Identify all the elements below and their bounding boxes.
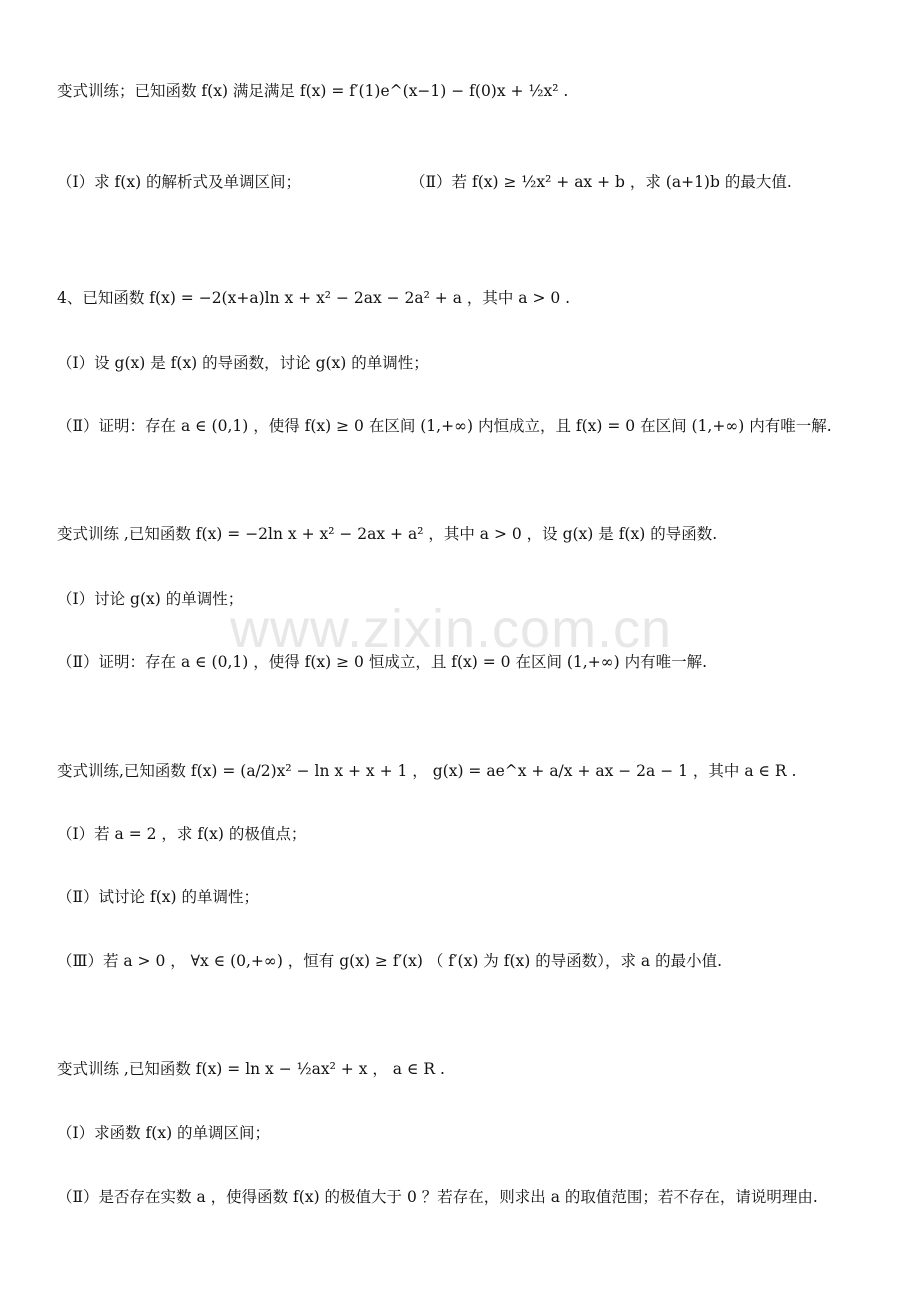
exercise-variant-1-stem: 变式训练；已知函数 f(x) 满足满足 f(x) = f′(1)e^(x−1) − f(0)x + ½x² . xyxy=(57,82,569,100)
exercise-variant-3-stem: 变式训练,已知函数 f(x) = (a/2)x² − ln x + x + 1 ， g(x) = ae^x + a/x + ax − 2a − 1 ，其中 a ∈ R . xyxy=(57,762,797,780)
exercise-variant-4-stem: 变式训练 ,已知函数 f(x) = ln x − ½ax² + x ， a ∈ R . xyxy=(57,1060,445,1078)
exercise-variant-3-part-3: （Ⅲ）若 a > 0 ， ∀x ∈ (0,+∞) ，恒有 g(x) ≥ f′(x) （ f′(x) 为 f(x) 的导函数），求 a 的最小值. xyxy=(57,952,722,970)
exercise-variant-4-part-1: （Ⅰ）求函数 f(x) 的单调区间； xyxy=(57,1124,271,1142)
exercise-variant-3-part-1: （Ⅰ）若 a = 2 ，求 f(x) 的极值点； xyxy=(57,825,307,843)
watermark: www.zixin.com.cn xyxy=(230,599,673,659)
problem-4-part-1: （Ⅰ）设 g(x) 是 f(x) 的导函数，讨论 g(x) 的单调性； xyxy=(57,354,429,372)
exercise-variant-2-part-1: （Ⅰ）讨论 g(x) 的单调性； xyxy=(57,590,244,608)
exercise-variant-4-part-2: （Ⅱ）是否存在实数 a ，使得函数 f(x) 的极值大于 0 ？若存在，则求出 a 的取值范围；若不存在，请说明理由. xyxy=(57,1188,818,1206)
exercise-variant-2-stem: 变式训练 ,已知函数 f(x) = −2ln x + x² − 2ax + a² ，其中 a > 0 ，设 g(x) 是 f(x) 的导函数. xyxy=(57,525,718,543)
exercise-variant-1-part-1: （Ⅰ）求 f(x) 的解析式及单调区间； xyxy=(57,173,302,191)
problem-4-part-2: （Ⅱ）证明：存在 a ∈ (0,1) ，使得 f(x) ≥ 0 在区间 (1,+∞) 内恒成立，且 f(x) = 0 在区间 (1,+∞) 内有唯一解. xyxy=(57,417,832,435)
exercise-variant-2-part-2: （Ⅱ）证明：存在 a ∈ (0,1) ，使得 f(x) ≥ 0 恒成立，且 f(x) = 0 在区间 (1,+∞) 内有唯一解. xyxy=(57,653,708,671)
exercise-variant-3-part-2: （Ⅱ）试讨论 f(x) 的单调性； xyxy=(57,888,259,906)
exercise-variant-1-part-2: （Ⅱ）若 f(x) ≥ ½x² + ax + b ，求 (a+1)b 的最大值. xyxy=(410,173,792,191)
problem-4-stem: 4、已知函数 f(x) = −2(x+a)ln x + x² − 2ax − 2a² + a ，其中 a > 0 . xyxy=(57,289,571,307)
